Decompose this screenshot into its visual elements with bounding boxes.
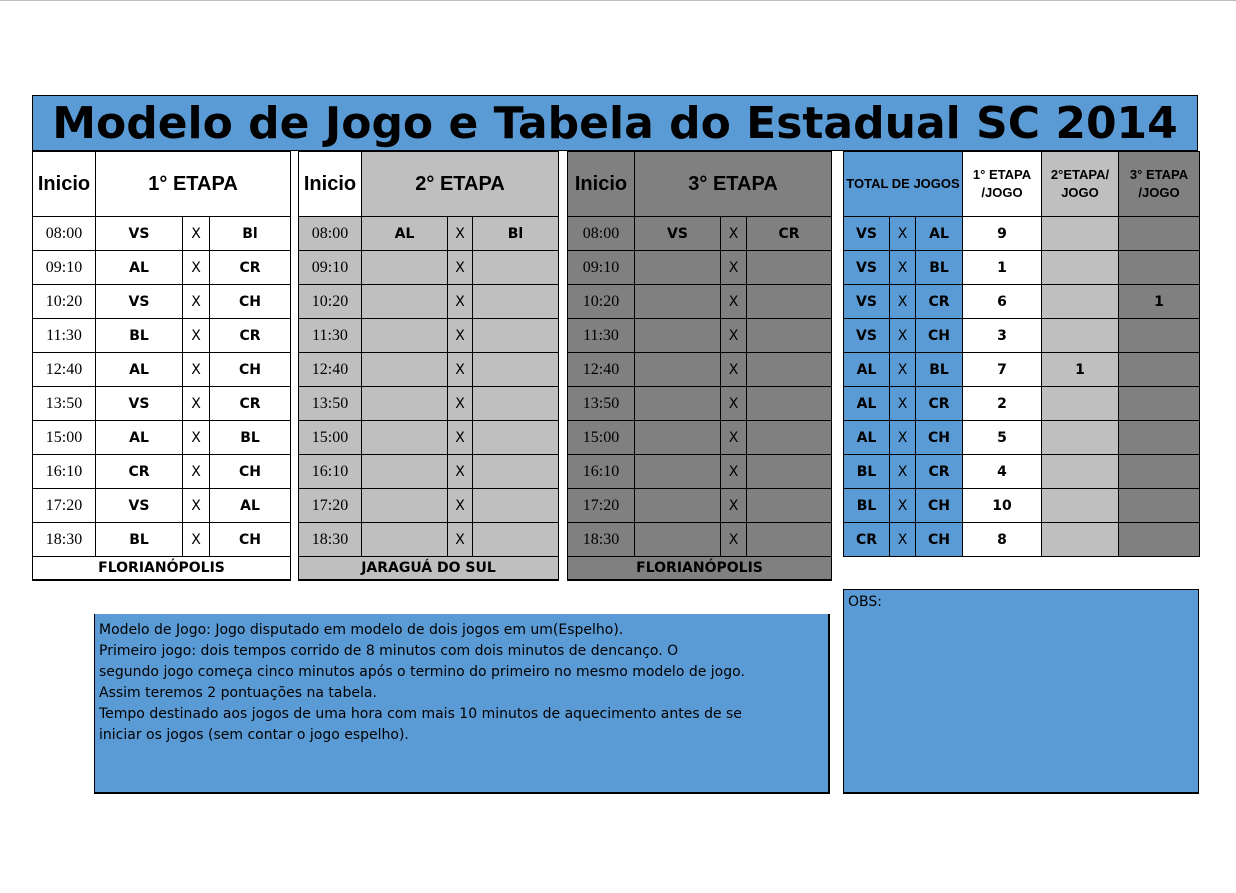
stage2-games (1042, 319, 1119, 353)
stage2-games (1042, 285, 1119, 319)
matchup-team-a: VS (844, 217, 890, 251)
schedule-row (33, 251, 291, 285)
game-time: 12:40 (299, 353, 362, 387)
matchup-team-b: CR (916, 455, 963, 489)
matchup-team-b: CR (916, 285, 963, 319)
team-away: AL (210, 489, 291, 523)
versus-mark: X (721, 421, 747, 455)
schedule-row (33, 455, 291, 489)
schedule-row (299, 455, 559, 489)
versus-mark: X (890, 421, 916, 455)
stage2-games (1042, 217, 1119, 251)
team-away (473, 387, 559, 421)
game-time: 08:00 (299, 217, 362, 251)
totals-row (844, 285, 1200, 319)
totals-row (844, 251, 1200, 285)
team-home: VS (96, 387, 183, 421)
versus-mark: X (721, 217, 747, 251)
team-home (362, 251, 448, 285)
team-away (747, 353, 832, 387)
stage1-inicio-header: Inicio (33, 152, 96, 217)
versus-mark: X (448, 523, 473, 557)
schedule-row (33, 319, 291, 353)
team-home (635, 251, 721, 285)
versus-mark: X (890, 251, 916, 285)
versus-mark: X (890, 489, 916, 523)
versus-mark: X (721, 285, 747, 319)
versus-mark: X (448, 353, 473, 387)
team-away: CR (210, 251, 291, 285)
game-time: 18:30 (33, 523, 96, 557)
stage3-city: FLORIANÓPOLIS (568, 557, 832, 581)
schedule-row (33, 353, 291, 387)
notes-line: Tempo destinado aos jogos de uma hora com mais 10 minutos de aquecimento antes de se (99, 706, 742, 722)
versus-mark: X (890, 217, 916, 251)
game-time: 16:10 (33, 455, 96, 489)
team-home: BL (96, 319, 183, 353)
schedule-row (568, 353, 832, 387)
stage2-city: JARAGUÁ DO SUL (299, 557, 559, 581)
versus-mark: X (890, 455, 916, 489)
team-away: Bl (210, 217, 291, 251)
versus-mark: X (183, 489, 210, 523)
stage3-games: 1 (1119, 285, 1200, 319)
stage2-header: 2° ETAPA (362, 152, 559, 217)
totals-row (844, 387, 1200, 421)
versus-mark: X (890, 319, 916, 353)
versus-mark: X (721, 353, 747, 387)
team-away (473, 353, 559, 387)
team-away (747, 421, 832, 455)
team-away (747, 523, 832, 557)
team-home (635, 455, 721, 489)
stage1-games: 10 (963, 489, 1042, 523)
team-away: CH (210, 455, 291, 489)
game-time: 10:20 (568, 285, 635, 319)
schedule-row (299, 489, 559, 523)
versus-mark: X (183, 251, 210, 285)
totals-stage3-header: 3° ETAPA /JOGO (1119, 152, 1200, 217)
totals-row (844, 455, 1200, 489)
team-home (362, 455, 448, 489)
team-away (747, 455, 832, 489)
stage1-games: 9 (963, 217, 1042, 251)
stage3-header: 3° ETAPA (635, 152, 832, 217)
stage1-games: 7 (963, 353, 1042, 387)
obs-label: OBS: (848, 594, 882, 610)
stage1-table (32, 151, 291, 581)
schedule-row (568, 523, 832, 557)
totals-stage1-header: 1° ETAPA /JOGO (963, 152, 1042, 217)
totals-row (844, 353, 1200, 387)
schedule-row (299, 421, 559, 455)
matchup-team-a: AL (844, 387, 890, 421)
game-time: 10:20 (33, 285, 96, 319)
stage1-games: 1 (963, 251, 1042, 285)
matchup-team-a: CR (844, 523, 890, 557)
team-away (473, 489, 559, 523)
matchup-team-b: CH (916, 421, 963, 455)
schedule-row (568, 455, 832, 489)
matchup-team-b: BL (916, 353, 963, 387)
team-home: VS (96, 489, 183, 523)
notes-line: Assim teremos 2 pontuações na tabela. (99, 685, 377, 701)
stage2-games (1042, 489, 1119, 523)
schedule-row (568, 319, 832, 353)
team-away (473, 455, 559, 489)
team-home (635, 523, 721, 557)
team-away (747, 251, 832, 285)
versus-mark: X (183, 523, 210, 557)
notes-line: iniciar os jogos (sem contar o jogo espelho). (99, 727, 409, 743)
team-away: CH (210, 285, 291, 319)
game-time: 12:40 (33, 353, 96, 387)
team-home (635, 285, 721, 319)
versus-mark: X (183, 353, 210, 387)
team-away: CR (747, 217, 832, 251)
game-model-notes (94, 614, 830, 794)
notes-line: Modelo de Jogo: Jogo disputado em modelo de dois jogos em um(Espelho). (99, 622, 624, 638)
team-away (747, 387, 832, 421)
schedule-row (568, 387, 832, 421)
matchup-team-a: AL (844, 421, 890, 455)
stage2-games (1042, 387, 1119, 421)
matchup-team-a: AL (844, 353, 890, 387)
versus-mark: X (448, 285, 473, 319)
team-away (473, 285, 559, 319)
game-time: 17:20 (299, 489, 362, 523)
stage3-inicio-header: Inicio (568, 152, 635, 217)
stage3-games (1119, 251, 1200, 285)
team-home (635, 353, 721, 387)
team-home (362, 387, 448, 421)
matchup-team-a: BL (844, 455, 890, 489)
game-time: 15:00 (299, 421, 362, 455)
team-home: AL (96, 251, 183, 285)
schedule-row (568, 285, 832, 319)
totals-row (844, 421, 1200, 455)
schedule-row (299, 217, 559, 251)
game-time: 13:50 (33, 387, 96, 421)
team-home (635, 421, 721, 455)
team-home (635, 489, 721, 523)
matchup-team-a: VS (844, 319, 890, 353)
team-home (362, 353, 448, 387)
game-time: 09:10 (568, 251, 635, 285)
game-time: 11:30 (299, 319, 362, 353)
matchup-team-a: VS (844, 251, 890, 285)
stage2-games (1042, 251, 1119, 285)
versus-mark: X (721, 455, 747, 489)
team-home (635, 387, 721, 421)
team-home (362, 421, 448, 455)
schedule-row (568, 421, 832, 455)
team-away: CH (210, 523, 291, 557)
versus-mark: X (448, 319, 473, 353)
game-time: 10:20 (299, 285, 362, 319)
totals-header: TOTAL DE JOGOS (844, 152, 963, 217)
game-time: 18:30 (568, 523, 635, 557)
team-away: Bl (473, 217, 559, 251)
matchup-team-b: CH (916, 319, 963, 353)
schedule-row (33, 421, 291, 455)
versus-mark: X (721, 523, 747, 557)
schedule-row (299, 319, 559, 353)
team-home (362, 285, 448, 319)
versus-mark: X (183, 387, 210, 421)
game-time: 08:00 (33, 217, 96, 251)
notes-line: Primeiro jogo: dois tempos corrido de 8 minutos com dois minutos de dencanço. O (99, 643, 679, 659)
schedule-row (33, 489, 291, 523)
game-time: 17:20 (33, 489, 96, 523)
stage1-games: 4 (963, 455, 1042, 489)
team-home: VS (635, 217, 721, 251)
schedule-row (299, 251, 559, 285)
totals-stage2-header: 2°ETAPA/ JOGO (1042, 152, 1119, 217)
schedule-row (299, 523, 559, 557)
schedule-row (299, 353, 559, 387)
stage1-games: 2 (963, 387, 1042, 421)
versus-mark: X (448, 251, 473, 285)
versus-mark: X (183, 285, 210, 319)
versus-mark: X (721, 387, 747, 421)
team-away (473, 421, 559, 455)
versus-mark: X (448, 217, 473, 251)
stage1-header: 1° ETAPA (96, 152, 291, 217)
matchup-team-b: CH (916, 523, 963, 557)
game-time: 16:10 (299, 455, 362, 489)
game-time: 18:30 (299, 523, 362, 557)
matchup-team-b: CH (916, 489, 963, 523)
versus-mark: X (183, 455, 210, 489)
obs-box (843, 589, 1199, 794)
totals-row (844, 319, 1200, 353)
schedule-row (299, 285, 559, 319)
totals-row (844, 523, 1200, 557)
versus-mark: X (448, 421, 473, 455)
team-home: CR (96, 455, 183, 489)
team-away: BL (210, 421, 291, 455)
stage1-games: 3 (963, 319, 1042, 353)
stage3-games (1119, 523, 1200, 557)
stage3-table (567, 151, 832, 581)
versus-mark: X (448, 489, 473, 523)
stage1-games: 6 (963, 285, 1042, 319)
game-time: 17:20 (568, 489, 635, 523)
schedule-row (33, 387, 291, 421)
game-time: 12:40 (568, 353, 635, 387)
stage3-games (1119, 387, 1200, 421)
totals-row (844, 489, 1200, 523)
team-away: CR (210, 387, 291, 421)
matchup-team-b: BL (916, 251, 963, 285)
versus-mark: X (183, 217, 210, 251)
stage2-games: 1 (1042, 353, 1119, 387)
team-home: AL (96, 353, 183, 387)
versus-mark: X (890, 353, 916, 387)
versus-mark: X (183, 319, 210, 353)
versus-mark: X (448, 455, 473, 489)
team-home: VS (96, 285, 183, 319)
stage3-games (1119, 455, 1200, 489)
game-time: 09:10 (299, 251, 362, 285)
versus-mark: X (721, 319, 747, 353)
team-home (362, 319, 448, 353)
team-home: AL (96, 421, 183, 455)
team-away: CR (210, 319, 291, 353)
schedule-row (568, 489, 832, 523)
versus-mark: X (721, 251, 747, 285)
game-time: 11:30 (33, 319, 96, 353)
notes-line: segundo jogo começa cinco minutos após o termino do primeiro no mesmo modelo de jogo. (99, 664, 745, 680)
schedule-row (33, 285, 291, 319)
matchup-team-b: CR (916, 387, 963, 421)
matchup-team-b: AL (916, 217, 963, 251)
matchup-team-a: BL (844, 489, 890, 523)
team-away (747, 489, 832, 523)
schedule-row (33, 217, 291, 251)
stage2-table (298, 151, 559, 581)
team-home (635, 319, 721, 353)
stage3-games (1119, 489, 1200, 523)
schedule-row (568, 217, 832, 251)
team-home: VS (96, 217, 183, 251)
game-time: 13:50 (568, 387, 635, 421)
stage2-games (1042, 523, 1119, 557)
stage3-games (1119, 421, 1200, 455)
game-time: 08:00 (568, 217, 635, 251)
totals-row (844, 217, 1200, 251)
versus-mark: X (890, 285, 916, 319)
team-home: AL (362, 217, 448, 251)
schedule-row (33, 523, 291, 557)
stage3-games (1119, 319, 1200, 353)
stage1-city: FLORIANÓPOLIS (33, 557, 291, 581)
stage3-games (1119, 353, 1200, 387)
stage2-games (1042, 455, 1119, 489)
team-home (362, 489, 448, 523)
stage2-inicio-header: Inicio (299, 152, 362, 217)
top-divider (0, 0, 1236, 1)
matchup-team-a: VS (844, 285, 890, 319)
game-time: 09:10 (33, 251, 96, 285)
team-home (362, 523, 448, 557)
team-away (473, 523, 559, 557)
game-time: 15:00 (568, 421, 635, 455)
team-away (473, 319, 559, 353)
stage1-games: 5 (963, 421, 1042, 455)
team-away (747, 319, 832, 353)
game-time: 16:10 (568, 455, 635, 489)
game-time: 11:30 (568, 319, 635, 353)
schedule-row (568, 251, 832, 285)
team-away: CH (210, 353, 291, 387)
game-time: 13:50 (299, 387, 362, 421)
page-title: Modelo de Jogo e Tabela do Estadual SC 2014 (32, 95, 1198, 151)
team-away (473, 251, 559, 285)
schedule-row (299, 387, 559, 421)
stage2-games (1042, 421, 1119, 455)
stage1-games: 8 (963, 523, 1042, 557)
totals-table (843, 151, 1200, 557)
game-time: 15:00 (33, 421, 96, 455)
team-away (747, 285, 832, 319)
team-home: BL (96, 523, 183, 557)
versus-mark: X (721, 489, 747, 523)
versus-mark: X (890, 523, 916, 557)
stage3-games (1119, 217, 1200, 251)
versus-mark: X (448, 387, 473, 421)
versus-mark: X (183, 421, 210, 455)
versus-mark: X (890, 387, 916, 421)
